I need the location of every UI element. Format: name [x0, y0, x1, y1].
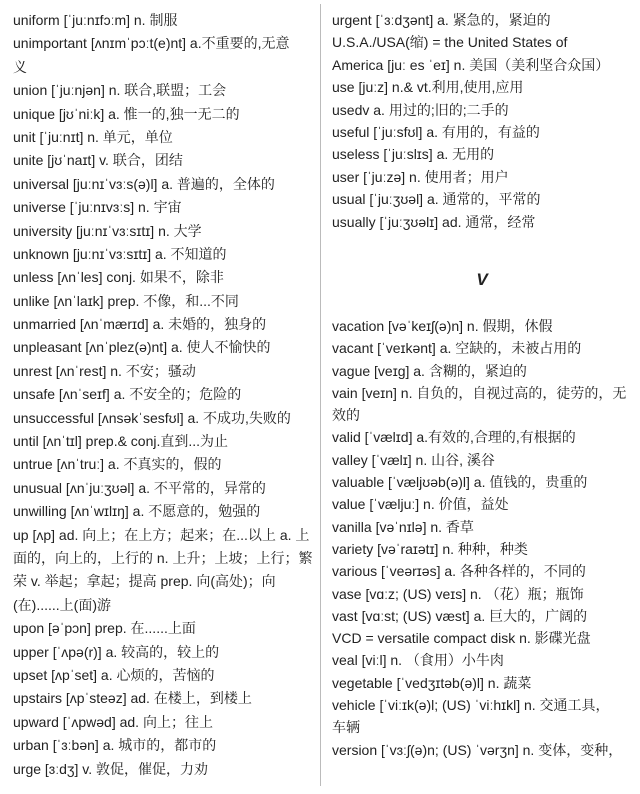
vocabulary-entry-line: unless [ʌnˈles] conj. 如果不，除非: [13, 269, 224, 286]
vocabulary-entry-line: vase [vɑːz; (US) veɪs] n. （花）瓶；瓶饰: [332, 585, 584, 602]
column-divider: [320, 4, 321, 786]
vocabulary-entry-line: valid [ˈvælɪd] a.有效的,合理的,有根据的: [332, 429, 576, 446]
vocabulary-entry-line: university [juːnɪˈvɜːsɪtɪ] n. 大学: [13, 222, 202, 239]
vocabulary-entry-line: unit [ˈjuːnɪt] n. 单元，单位: [13, 128, 173, 145]
vocabulary-entry-line: usual [ˈjuːʒʊəl] a. 通常的，平常的: [332, 191, 541, 208]
vocabulary-entry-line: up [ʌp] ad. 向上；在上方；起来；在...以上 a. 上: [13, 526, 310, 543]
vocabulary-entry-line: usedv a. 用过的;旧的;二手的: [332, 101, 509, 118]
vocabulary-entry-line: America [juː es ˈeɪ] n. 美国（美利坚合众国）: [332, 56, 610, 73]
vocabulary-entry-line: urgent [ˈɜːdʒənt] a. 紧急的，紧迫的: [332, 12, 551, 28]
vocabulary-entry-line: untrue [ʌnˈtruː] a. 不真实的，假的: [13, 456, 222, 473]
vocabulary-entry-line: usually [ˈjuːʒʊəlɪ] ad. 通常，经常: [332, 213, 536, 230]
vocabulary-entry-line: upper [ˈʌpə(r)] a. 较高的，较上的: [13, 643, 220, 660]
vocabulary-entry-line: 义: [13, 58, 27, 75]
vocabulary-entry-line: urge [ɜːdʒ] v. 敦促，催促，力劝: [13, 760, 209, 777]
vocabulary-entry-line: unite [jʊˈnaɪt] v. 联合，团结: [13, 152, 183, 169]
vocabulary-entry-line: valley [ˈvælɪ] n. 山谷, 溪谷: [332, 451, 495, 468]
vocabulary-entry-line: VCD = versatile compact disk n. 影碟光盘: [332, 630, 591, 647]
vocabulary-entry-line: unmarried [ʌnˈmærɪd] a. 未婚的，独身的: [13, 316, 267, 333]
vocabulary-entry-line: vague [veɪg] a. 含糊的，紧迫的: [332, 362, 527, 379]
vocabulary-entry-line: unsuccessful [ʌnsəkˈsesfʊl] a. 不成功,失败的: [13, 409, 291, 426]
vocabulary-entry-line: unique [jʊˈniːk] a. 惟一的,独一无二的: [13, 105, 240, 122]
vocabulary-entry-line: until [ʌnˈtɪl] prep.& conj.直到...为止: [13, 433, 229, 450]
vocabulary-entry-line: useless [ˈjuːslɪs] a. 无用的: [332, 146, 495, 163]
vocabulary-entry-line: U.S.A./USA(缩) = the United States of: [332, 34, 568, 51]
vocabulary-entry-line: (在)......上(面)游: [13, 596, 111, 613]
vocabulary-entry-line: upstairs [ʌpˈsteəz] ad. 在楼上，到楼上: [13, 690, 252, 707]
vocabulary-entry-line: vacant [ˈveɪkənt] a. 空缺的，未被占用的: [332, 340, 582, 357]
vocabulary-entry-line: unsafe [ʌnˈseɪf] a. 不安全的；危险的: [13, 386, 242, 403]
vocabulary-entry-line: value [ˈvæljuː] n. 价值，益处: [332, 496, 509, 513]
right-column-u-section: [332, 9, 632, 233]
vocabulary-entry-line: vegetable [ˈvedʒɪtəb(ə)l] n. 蔬菜: [332, 674, 532, 691]
vocabulary-entry-line: useful [ˈjuːsfʊl] a. 有用的，有益的: [332, 123, 540, 140]
vocabulary-entry-line: version [ˈvɜːʃ(ə)n; (US) ˈvərʒn] n. 变体，变种，: [332, 741, 623, 758]
left-column: [13, 9, 313, 781]
vocabulary-entry-line: 车辆: [332, 719, 360, 736]
vocabulary-entry-line: 荣 v. 举起；拿起；提高 prep. 向(高处)；向: [13, 573, 276, 590]
section-heading-v: V: [476, 270, 488, 289]
vocabulary-entry-line: unwilling [ʌnˈwɪlɪŋ] a. 不愿意的，勉强的: [13, 503, 261, 520]
vocabulary-entry-line: vast [vɑːst; (US) væst] a. 巨大的，广阔的: [332, 607, 588, 624]
vocabulary-entry-line: upon [əˈpɔn] prep. 在......上面: [13, 620, 196, 637]
vocabulary-entry-line: vanilla [vəˈnɪlə] n. 香草: [332, 518, 474, 535]
vocabulary-entry-line: unrest [ʌnˈrest] n. 不安；骚动: [13, 362, 196, 379]
vocabulary-entry-line: unlike [ʌnˈlaɪk] prep. 不像，和...不同: [13, 292, 239, 309]
vocabulary-entry-line: unimportant [ʌnɪmˈpɔːt(e)nt] a.不重要的,无意: [13, 35, 290, 52]
vocabulary-entry-line: vacation [vəˈkeɪʃ(ə)n] n. 假期，休假: [332, 318, 553, 334]
vocabulary-entry-line: union [ˈjuːnjən] n. 联合,联盟；工会: [13, 82, 227, 99]
vocabulary-entry-line: 面的，向上的，上行的 n. 上升；上坡；上行；繁: [13, 549, 313, 566]
vocabulary-entry-line: uniform [ˈjuːnɪfɔːm] n. 制服: [13, 12, 178, 28]
vocabulary-entry-line: urban [ˈɜːbən] a. 城市的，都市的: [13, 737, 217, 754]
vocabulary-entry-line: use [juːz] n.& vt.利用,使用,应用: [332, 79, 524, 96]
vocabulary-entry-line: veal [viːl] n. （食用）小牛肉: [332, 652, 504, 669]
vocabulary-entry-line: unusual [ʌnˈjuːʒʊəl] a. 不平常的，异常的: [13, 479, 266, 496]
right-column-v-section: [332, 315, 632, 761]
vocabulary-entry-line: vehicle [ˈviːɪk(ə)l; (US) ˈviːhɪkl] n. 交通工具，: [332, 697, 610, 714]
vocabulary-entry-line: universal [juːnɪˈvɜːs(ə)l] a. 普遍的，全体的: [13, 175, 275, 192]
vocabulary-entry-line: upset [ʌpˈset] a. 心烦的，苦恼的: [13, 666, 215, 683]
vocabulary-entry-line: various [ˈveərɪəs] a. 各种各样的，不同的: [332, 563, 586, 580]
vocabulary-entry-line: valuable [ˈvæljʊəb(ə)l] a. 值钱的，贵重的: [332, 474, 588, 491]
vocabulary-entry-line: vain [veɪn] n. 自负的，自视过高的，徒劳的，无: [332, 384, 627, 401]
vocabulary-entry-line: upward [ˈʌpwəd] ad. 向上；往上: [13, 713, 213, 730]
vocabulary-entry-line: unknown [juːnɪˈvɜːsɪtɪ] a. 不知道的: [13, 245, 227, 262]
vocabulary-entry-line: universe [ˈjuːnɪvɜːs] n. 宇宙: [13, 199, 182, 216]
vocabulary-entry-line: variety [vəˈraɪətɪ] n. 种种，种类: [332, 540, 528, 557]
vocabulary-entry-line: 效的: [332, 407, 360, 424]
vocabulary-entry-line: unpleasant [ʌnˈplez(ə)nt] a. 使人不愉快的: [13, 339, 271, 356]
vocabulary-entry-line: user [ˈjuːzə] n. 使用者；用户: [332, 168, 509, 185]
